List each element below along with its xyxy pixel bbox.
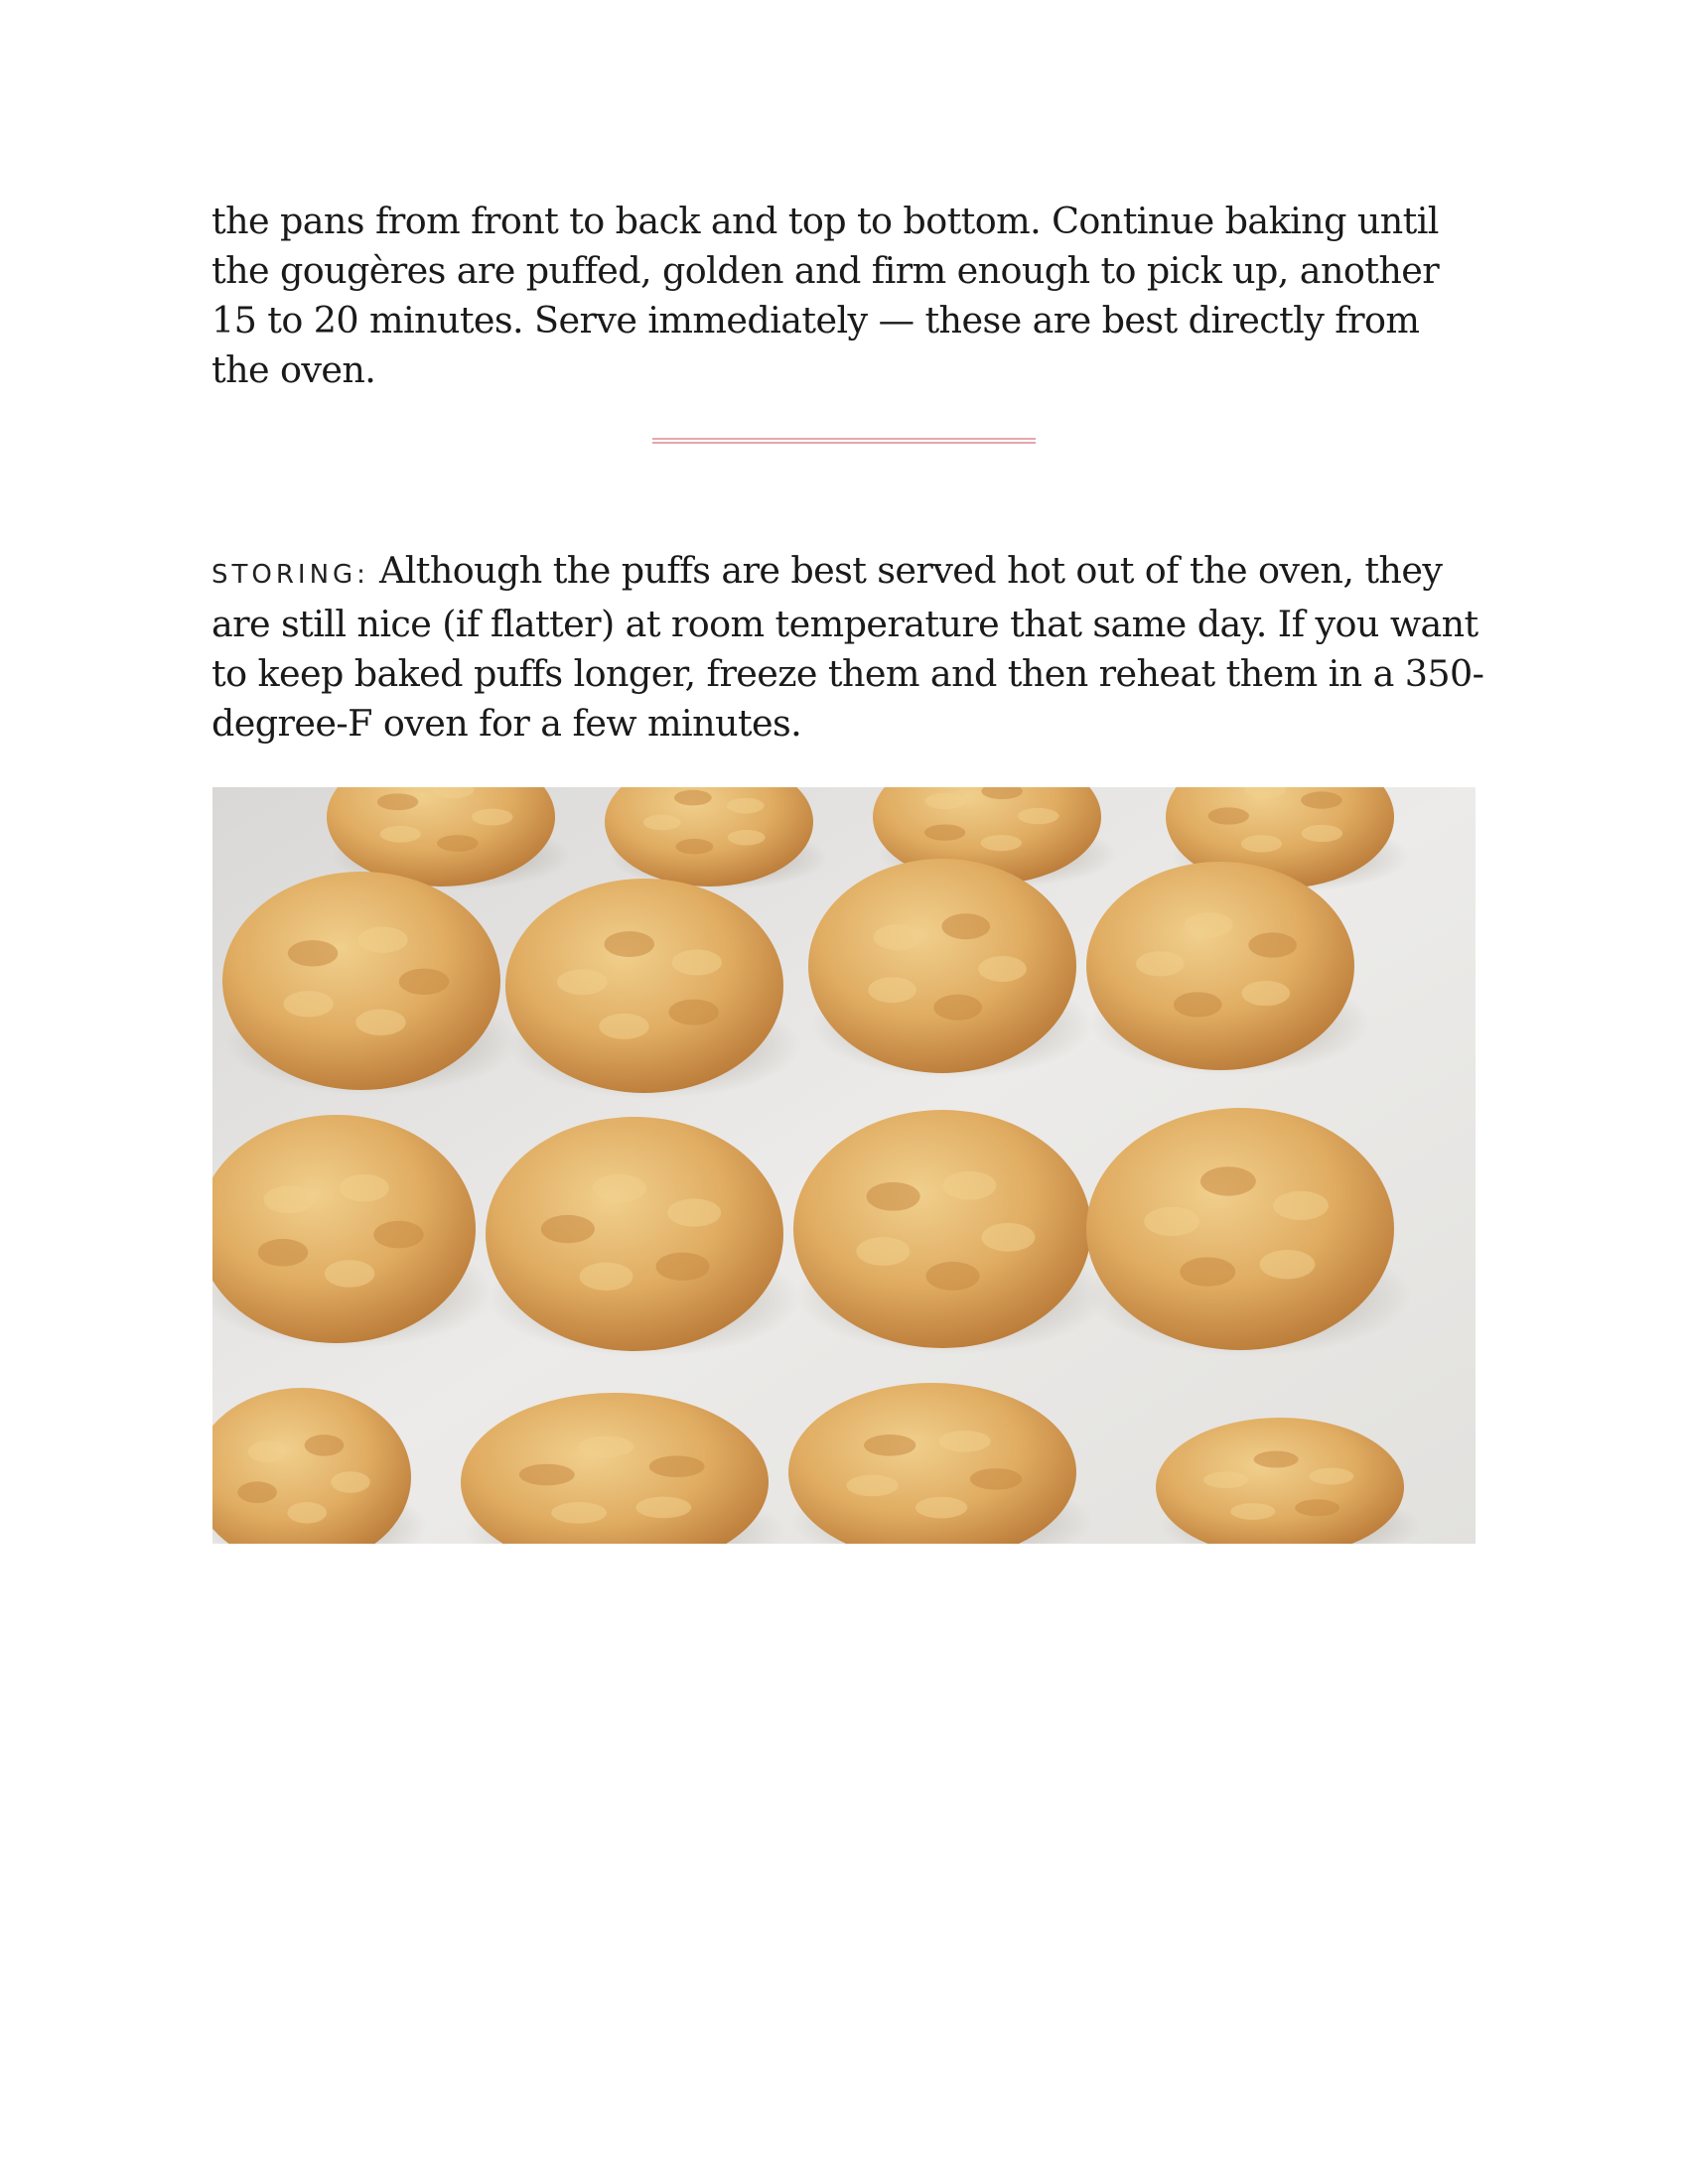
puff-texture [939, 1431, 991, 1452]
puff-texture [339, 1174, 388, 1202]
puff-texture [325, 1260, 374, 1288]
puff-texture [926, 1262, 980, 1291]
puff-texture [933, 995, 982, 1021]
puff-texture [981, 835, 1022, 851]
puff-texture [1273, 1191, 1329, 1220]
continuation-paragraph: the pans from front to back and top to bottom. Continue baking until the gougères are puffed, golden and firm enough to pick up, another 15 to 20 minutes. Serve immediately — these are best directly from the oven. [211, 200, 1440, 391]
storing-label: STORING: [211, 560, 369, 590]
puff-texture [1203, 1471, 1248, 1488]
puff-texture [1254, 1451, 1299, 1468]
puff-texture [649, 1455, 705, 1477]
puff-texture [672, 950, 722, 976]
puff-texture [258, 1239, 308, 1267]
gougere-puff [486, 1117, 783, 1351]
puff-texture [643, 815, 681, 831]
puff-texture [635, 1497, 691, 1519]
puff-texture [1185, 912, 1233, 937]
puff-texture [675, 839, 713, 855]
puff-texture [305, 1434, 345, 1456]
puff-texture [1174, 992, 1222, 1017]
puff-texture [856, 1237, 910, 1266]
puff-texture [1208, 807, 1249, 824]
puff-texture [1295, 1499, 1339, 1516]
puff-texture [667, 1198, 721, 1226]
gougere-puff [505, 879, 783, 1093]
puff-texture [1241, 835, 1282, 852]
puff-texture [541, 1215, 595, 1243]
puff-texture [1230, 1503, 1275, 1520]
puff-texture [605, 931, 654, 957]
puff-texture [593, 1174, 646, 1202]
puff-texture [355, 1010, 405, 1035]
puff-texture [472, 809, 512, 826]
puff-texture [727, 798, 765, 814]
puff-texture [942, 1171, 996, 1200]
puff-texture [970, 1468, 1022, 1490]
section-divider [652, 438, 1036, 444]
puff-texture [1309, 1468, 1353, 1485]
puff-texture [599, 1014, 648, 1039]
puff-texture [1248, 932, 1297, 957]
gougere-puff [808, 859, 1076, 1073]
puff-texture [287, 1502, 327, 1524]
puff-texture [288, 940, 338, 966]
puff-texture [264, 1186, 314, 1214]
puff-texture [981, 1223, 1035, 1252]
puff-texture [1136, 951, 1185, 976]
puff-texture [867, 1182, 920, 1211]
puff-texture [579, 1435, 634, 1457]
puff-texture [437, 835, 478, 852]
puff-texture [846, 1475, 898, 1497]
puff-texture [924, 793, 965, 809]
puff-texture [1301, 791, 1341, 808]
puff-texture [551, 1502, 607, 1524]
gougere-puff [222, 872, 500, 1090]
puff-texture [399, 969, 449, 995]
puff-texture [380, 826, 421, 843]
puff-texture [331, 1471, 370, 1493]
puff-texture [557, 969, 607, 995]
puff-texture [978, 956, 1027, 982]
puff-texture [874, 924, 922, 950]
puff-texture [941, 913, 990, 939]
puff-texture [1144, 1207, 1199, 1236]
storing-paragraph [211, 546, 1484, 749]
puff-texture [373, 1221, 423, 1249]
puff-texture [1018, 808, 1058, 824]
puff-texture [728, 830, 766, 846]
puff-texture [656, 1253, 710, 1281]
puff-texture [674, 790, 712, 806]
gougere-puff [793, 1110, 1091, 1348]
puff-texture [283, 991, 333, 1017]
puff-texture [357, 926, 407, 952]
puff-texture [915, 1497, 967, 1519]
puff-texture [868, 977, 916, 1003]
gougere-puff [1086, 862, 1354, 1070]
puff-texture [1302, 825, 1342, 842]
puff-texture [1260, 1250, 1316, 1279]
puff-texture [668, 1000, 718, 1025]
puff-texture [519, 1464, 575, 1486]
puff-texture [579, 1263, 633, 1291]
gougere-puff [1086, 1108, 1394, 1350]
puff-texture [1180, 1257, 1235, 1286]
gougeres-photo [212, 787, 1476, 1544]
puff-texture [237, 1481, 277, 1503]
puff-texture [924, 824, 965, 840]
storing-text: Although the puffs are best served hot out of the oven, they are still nice (if flatter) at room temperature that same day. If you want to keep baked puffs longer, freeze them and then reheat them in a 350-degree-F oven for a few minutes. [211, 549, 1484, 745]
puff-texture [248, 1440, 288, 1462]
puff-texture [377, 793, 418, 810]
puff-texture [1242, 981, 1291, 1006]
puff-texture [1200, 1166, 1256, 1195]
puff-texture [864, 1434, 915, 1456]
